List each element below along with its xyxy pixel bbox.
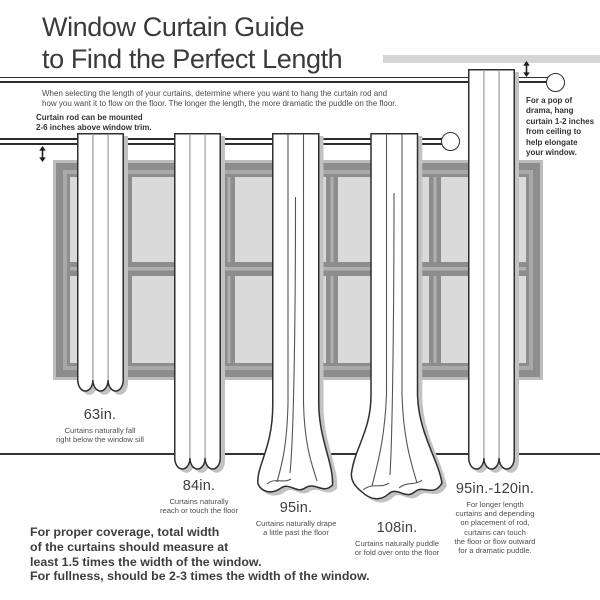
label-95in-length: 95in. <box>279 500 313 516</box>
curtain-95in-120in <box>468 69 524 477</box>
ceiling-rod-line-bottom <box>0 81 548 83</box>
label-95in-desc: Curtains naturally drape <box>255 519 337 528</box>
rod-mount-line-1: Curtain rod can be mounted <box>36 113 143 122</box>
ceiling-hang-line: For a pop of <box>526 96 573 105</box>
label-108in-length: 108in. <box>376 520 418 536</box>
ceiling-hang-note <box>526 96 594 158</box>
ceiling-hang-line: from ceiling to <box>526 127 582 137</box>
label-95in-120in-desc: For longer length <box>466 500 524 509</box>
rod-mount-note <box>36 113 152 133</box>
label-95in-120in-length: 95in.-120in. <box>455 481 535 497</box>
ceiling-hang-line: curtain 1-2 inches <box>526 116 595 126</box>
label-63in-desc: right below the window sill <box>56 435 144 445</box>
label-95in-desc: a little past the floor <box>263 528 329 538</box>
label-95in-120in-desc: on placement of rod, <box>460 518 530 528</box>
label-95in-120in-desc: for a dramatic puddle. <box>458 546 532 556</box>
coverage-line: of the curtains should measure at <box>30 539 229 554</box>
ceiling-hang-line: your window. <box>526 148 577 158</box>
curtain-84in <box>174 133 230 477</box>
label-63in-desc: Curtains naturally fall <box>64 426 136 435</box>
title-line-2: to Find the Perfect Length <box>42 44 343 74</box>
page-title <box>42 11 342 75</box>
coverage-line: For fullness, should be 2-3 times the width of the window. <box>30 569 370 584</box>
rod-gap-double-arrow-icon <box>37 146 48 162</box>
curtain-63in <box>77 133 133 399</box>
rod-mount-line-2: 2-6 inches above window trim. <box>36 123 152 132</box>
label-108in-desc: Curtains naturally puddle <box>354 539 439 548</box>
label-108in-desc: or fold over onto the floor <box>354 548 440 558</box>
intro-paragraph <box>42 89 397 109</box>
curtain-108in <box>347 133 449 513</box>
coverage-line: For proper coverage, total width <box>30 525 220 539</box>
label-95in-120in-desc: the floor or flow outward <box>454 536 536 546</box>
ceiling-rod-finial <box>546 73 565 92</box>
label-63in <box>35 407 165 444</box>
coverage-line: least 1.5 times the width of the window. <box>30 554 262 569</box>
curtain-95in <box>252 133 342 503</box>
label-95in-120in-desc: curtains can touch <box>464 527 526 537</box>
ceiling-rod-line-top <box>0 77 548 79</box>
ceiling-hang-line: drama, hang <box>526 106 574 116</box>
intro-line-1: When selecting the length of your curtains, determine where you want to hang the curtain rod and <box>42 89 388 98</box>
label-84in-length: 84in. <box>182 478 216 494</box>
label-95in-120in <box>425 481 565 555</box>
intro-line-2: how you want it to flow on the floor. The longer the length, the more dramatic the puddle on the floor. <box>42 99 397 108</box>
coverage-note <box>30 525 370 584</box>
ceiling-hang-line: help elongate <box>526 137 578 147</box>
label-84in-desc: reach or touch the floor <box>159 506 239 516</box>
label-84in-desc: Curtains naturally <box>169 497 229 506</box>
label-63in-length: 63in. <box>83 407 117 423</box>
title-line-1: Window Curtain Guide <box>42 12 305 42</box>
label-95in-120in-desc: curtains and depending <box>455 509 535 519</box>
ceiling-bar <box>383 55 600 63</box>
